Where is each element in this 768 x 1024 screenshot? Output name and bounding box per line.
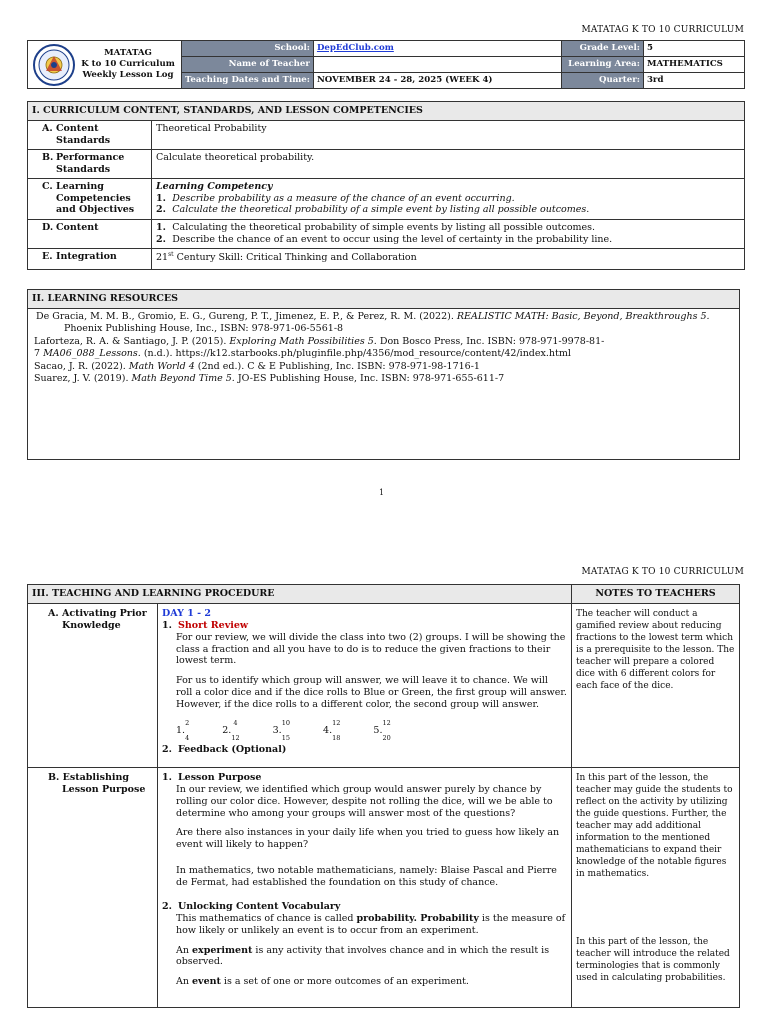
fraction-item: 1.$^2$ $_4$ <box>176 718 190 742</box>
purpose-paragraph-3: In mathematics, two notable mathematicians, namely: Blaise Pascal and Pierre de Fermat, had established the foundation on this study of chance. <box>176 865 557 888</box>
curriculum-label: MATATAG K TO 10 CURRICULUM <box>581 25 744 35</box>
list-item: 1. Describe probability as a measure of the chance of an event occurring. <box>156 192 515 204</box>
resource-item: 7 MA06_088_Lessons. (n.d.). https://k12.starbooks.ph/pluginfile.php/4356/mod_resource/content/42/index.html <box>34 348 571 360</box>
performance-standards-value: Calculate theoretical probability. <box>152 149 745 178</box>
resource-item: Sacao, J. R. (2022). Math World 4 (2nd ed.). C & E Publishing, Inc. ISBN: 978-971-98-1716-1 <box>34 360 480 372</box>
school-label: School: <box>182 41 314 57</box>
row-e-label: E. Integration <box>28 248 152 269</box>
establishing-notes: In this part of the lesson, the teacher may guide the students to reflect on the activity by utilizing the guide questions. Further, the teacher may add additional information to the mentioned mathematicians to expand their knowledge of the notable figures in mathematics. In this part of the lesson, the teacher will introduce the related terminologies that is commonly used in calculating probabilities. <box>572 767 740 1007</box>
purpose-paragraph-1: In our review, we identified which group would answer purely by chance by rolling our color dice. However, despite not rolling the dice, will we be able to determine who among your groups will answer most of the questions? <box>176 783 553 819</box>
curriculum-label-2: MATATAG K TO 10 CURRICULUM <box>581 567 744 577</box>
lesson-purpose-title: Lesson Purpose <box>177 771 262 783</box>
logo-line-2: K to 10 Curriculum <box>81 59 175 69</box>
list-item: 1. Calculating the theoretical probability of simple events by listing all possible outcomes. <box>156 221 596 233</box>
fraction-item: 3.10 $_{15}$ <box>272 718 290 742</box>
page-number: 1 <box>379 488 385 497</box>
fraction-item: 2.$^4$ $_{12}$ <box>222 718 240 742</box>
content-standards-value: Theoretical Probability <box>152 120 745 149</box>
resource-item: Phoenix Publishing House, Inc., ISBN: 978-971-06-5561-8 <box>64 323 344 335</box>
vocab-probability: This mathematics of chance is called probability. Probability is the measure of how likely or unlikely an event is to occur from an experiment. <box>176 912 566 936</box>
activating-content: DAY 1 - 2 1. Short Review For our review, we will divide the class into two (2) groups. I will be showing the class a fraction and all you have to do is to reduce the given fractions to their lowest term. For us to identify which group will answer, we will leave it to chance. We will roll a color dice and if the dice rolls to Blue or Green, the first group will answer. However, if the dice rolls to a different color, the second group will answer. 1.$^2$ $_4$ 2.$^4$ $_{12}$ 3.10 $_{15}$ 4.12 $_{18}$ 5.12 $_{20}$ 2. Feedback (Optional) <box>158 603 572 767</box>
feedback-title: Feedback (Optional) <box>177 743 287 755</box>
integration-value: 21st Century Skill: Critical Thinking and Collaboration <box>152 248 745 269</box>
resource-item: Suarez, J. V. (2019). Math Beyond Time 5. JO-ES Publishing House, Inc. ISBN: 978-971-655-611-7 <box>34 373 505 385</box>
curriculum-section <box>27 101 745 270</box>
competency-cell <box>152 178 745 219</box>
fraction-item: 5.12 $_{20}$ <box>373 718 391 742</box>
deped-seal-icon <box>33 44 75 86</box>
content-list <box>156 222 740 246</box>
teacher-label: Name of Teacher <box>182 57 314 73</box>
section-3-title: III. TEACHING AND LEARNING PROCEDURE <box>28 585 572 604</box>
school-value[interactable] <box>313 41 561 57</box>
vocabulary-title: Unlocking Content Vocabulary <box>177 900 341 912</box>
logo-cell <box>28 41 182 89</box>
review-paragraph-2: For us to identify which group will answer, we will leave it to chance. We will roll a color dice and if the dice rolls to Blue or Green, the first group will answer. However, if the dice rolls to a different color, the second group will answer. <box>176 675 567 710</box>
grade-label: Grade Level: <box>561 41 643 57</box>
row-a-label: A. Content Standards <box>28 120 152 149</box>
activating-notes: The teacher will conduct a gamified review about reducing fractions to the lowest term which is a prerequisite to the lesson. The teacher will prepare a colored dice with 6 different colors for each face of the dice. <box>572 603 740 767</box>
day-label: DAY 1 - 2 <box>162 607 212 619</box>
resource-list <box>28 309 739 388</box>
list-item: 2. Describe the chance of an event to occur using the level of certainty in the probability line. <box>156 233 613 245</box>
establishing-content: 1. Lesson Purpose In our review, we identified which group would answer purely by chance by rolling our color dice. However, despite not rolling the dice, will we be able to determine who among your groups will answer most of the questions? Are there also instances in your daily life when you tried to guess how likely an event will likely to happen? In mathematics, two notable mathematicians, namely: Blaise Pascal and Pierre de Fermat, had established the foundation on this study of chance. 2. Unlocking Content Vocabulary This mathematics of chance is called probability. Probability is the measure of how likely or unlikely an event is to occur from an experiment. An experiment is any activity that involves chance and in which the result is observed. An event is a set of one or more outcomes of an experiment. <box>158 767 572 1007</box>
competency-heading: Learning Competency <box>156 180 273 192</box>
notes-title: NOTES TO TEACHERS <box>572 585 740 604</box>
quarter-value: 3rd <box>643 73 744 89</box>
row-c-label: C. Learning Competencies and Objectives <box>28 178 152 219</box>
logo-line-1: MATATAG <box>104 48 152 58</box>
area-value: MATHEMATICS <box>643 57 744 73</box>
review-paragraph-1: For our review, we will divide the class into two (2) groups. I will be showing the class a fraction and all you have to do is to reduce the given fractions to their lowest term. <box>176 631 566 667</box>
vocab-experiment: An experiment is any activity that involves chance and in which the result is observed. <box>176 944 550 968</box>
dates-label: Teaching Dates and Time: <box>182 73 314 89</box>
row-b-label: B. Performance Standards <box>28 149 152 178</box>
purpose-paragraph-2: Are there also instances in your daily life when you tried to guess how likely an event will likely to happen? <box>176 827 560 851</box>
fraction-item: 4.12 $_{18}$ <box>323 718 341 742</box>
short-review-title: Short Review <box>177 619 249 631</box>
learning-resources-section <box>27 289 740 460</box>
area-label: Learning Area: <box>561 57 643 73</box>
quarter-label: Quarter: <box>561 73 643 89</box>
resource-item: Laforteza, R. A. & Santiago, J. P. (2015). Exploring Math Possibilities 5. Don Bosco Press, Inc. ISBN: 978-971-9978-81- <box>34 335 605 347</box>
row-d-label: D. Content <box>28 219 152 248</box>
establishing-label: B. Establishing Lesson Purpose <box>28 767 158 1007</box>
teaching-procedure-table <box>27 584 740 1008</box>
competency-list <box>156 193 740 217</box>
grade-value: 5 <box>643 41 744 57</box>
logo-line-3: Weekly Lesson Log <box>82 70 174 80</box>
vocab-event: An event is a set of one or more outcomes of an experiment. <box>176 976 469 988</box>
header-table <box>27 40 745 89</box>
list-item: 2. Calculate the theoretical probability of a simple event by listing all possible outcomes. <box>156 204 590 216</box>
fraction-list <box>162 719 567 742</box>
section-1-title: I. CURRICULUM CONTENT, STANDARDS, AND LESSON COMPETENCIES <box>28 102 745 121</box>
school-link[interactable]: DepEdClub.com <box>316 43 394 53</box>
resource-item: De Gracia, M. M. B., Gromio, E. G., Gureng, P. T., Jimenez, E. P., & Perez, R. M. (2022). REALISTIC MATH: Basic, Beyond, Breakthroughs 5. <box>36 310 710 322</box>
content-cell <box>152 219 745 248</box>
dates-value: NOVEMBER 24 - 28, 2025 (WEEK 4) <box>313 73 561 89</box>
section-2-title: II. LEARNING RESOURCES <box>28 290 739 309</box>
teacher-value <box>313 57 561 73</box>
activating-label: A. Activating Prior Knowledge <box>28 603 158 767</box>
